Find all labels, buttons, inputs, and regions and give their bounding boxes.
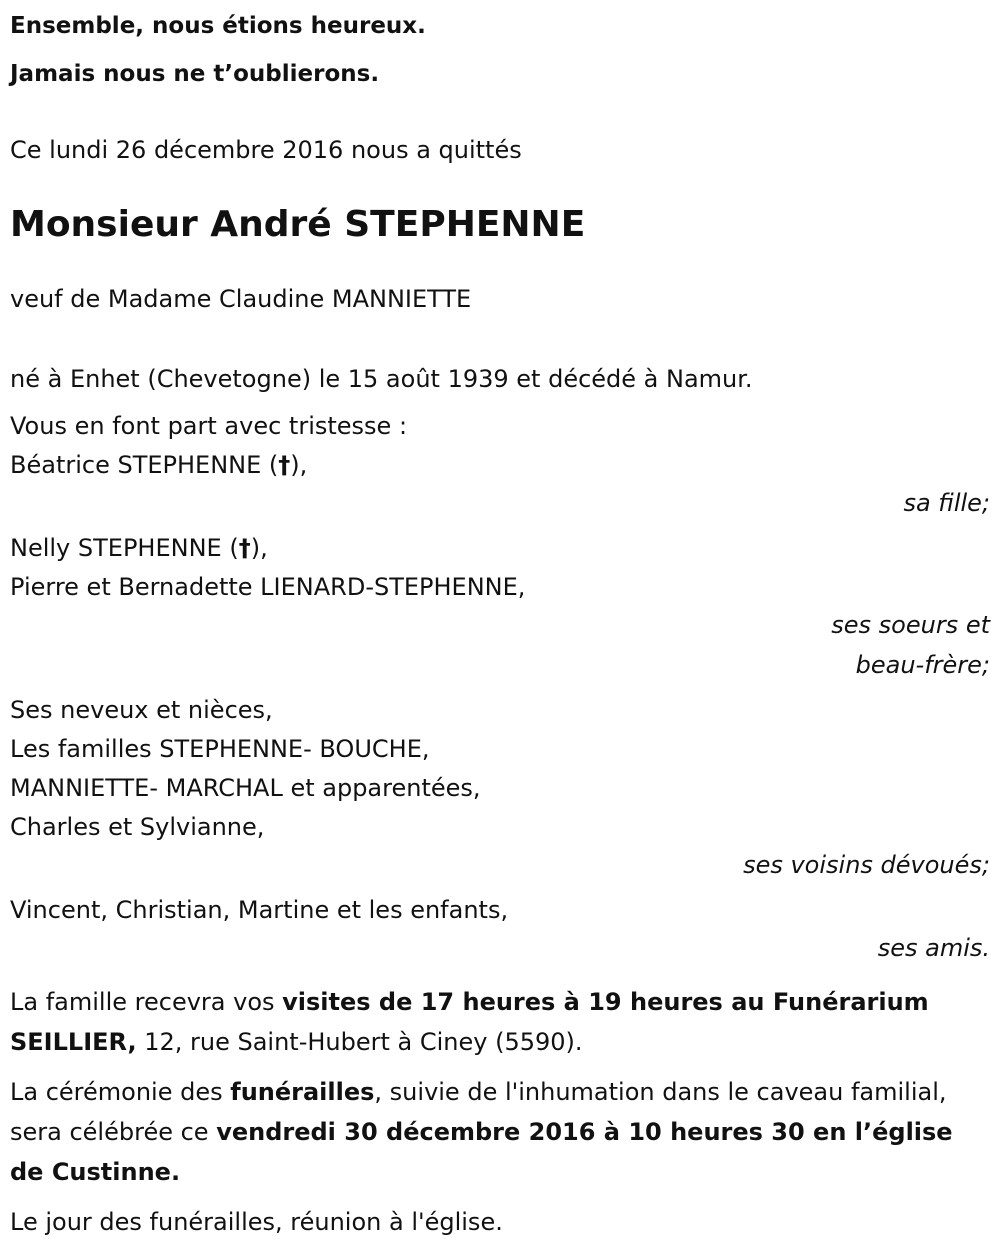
friends-line: Vincent, Christian, Martine et les enfants, [10, 896, 509, 924]
cross-icon: † [238, 534, 251, 562]
motto-line-1: Ensemble, nous étions heureux. [10, 13, 426, 39]
ceremony-middle: , suivie de l'inhumation dans le caveau familial, sera célébrée ce [10, 1078, 947, 1146]
obituary-page [0, 2, 1000, 1236]
announcement-text: Vous en font part avec tristesse : [10, 412, 408, 440]
friends-role: ses amis. [877, 934, 990, 962]
nephews-line: Ses neveux et nièces, [10, 696, 273, 724]
sister-line [10, 529, 990, 568]
visits-address: 12, rue Saint-Hubert à Ciney (5590). [136, 1028, 583, 1056]
sister-suffix: ), [250, 534, 268, 562]
motto-line-2: Jamais nous ne t’oublierons. [10, 61, 380, 87]
ceremony-prefix: La cérémonie des [10, 1078, 231, 1106]
widow-of-text: veuf de Madame Claudine MANNIETTE [10, 285, 472, 313]
sister-name: Nelly STEPHENNE ( [10, 534, 239, 562]
ceremony-date-place: vendredi 30 décembre 2016 à 10 heures 30 en l’église de Custinne. [10, 1118, 953, 1186]
sister-couple: Pierre et Bernadette LIENARD-STEPHENNE, [10, 573, 526, 601]
meeting-text: Le jour des funérailles, réunion à l'église. [10, 1208, 503, 1236]
ceremony-funerals: funérailles [230, 1078, 375, 1106]
siblings-role-line-2: beau-frère; [855, 651, 990, 679]
daughter-line [10, 446, 990, 485]
deceased-name: Monsieur André STEPHENNE [10, 204, 586, 245]
families-line-1: Les familles STEPHENNE- BOUCHE, [10, 735, 430, 763]
daughter-name: Béatrice STEPHENNE ( [10, 451, 279, 479]
visits-time-place: visites de 17 heures à 19 heures au Funérarium SEILLIER, [10, 988, 929, 1056]
neighbors-role: ses voisins dévoués; [743, 851, 990, 879]
birth-death-text: né à Enhet (Chevetogne) le 15 août 1939 et décédé à Namur. [10, 365, 753, 393]
families-line-2: MANNIETTE- MARCHAL et apparentées, [10, 774, 481, 802]
siblings-role-line-1: ses soeurs et [831, 611, 990, 639]
daughter-role: sa fille; [903, 489, 990, 517]
ceremony-paragraph [10, 1072, 990, 1192]
neighbors-line: Charles et Sylvianne, [10, 813, 265, 841]
daughter-suffix: ), [290, 451, 308, 479]
intro-text: Ce lundi 26 décembre 2016 nous a quittés [10, 136, 522, 164]
family-announcement [10, 407, 990, 968]
visits-paragraph [10, 982, 990, 1062]
visits-prefix: La famille recevra vos [10, 988, 283, 1016]
cross-icon: † [278, 451, 291, 479]
